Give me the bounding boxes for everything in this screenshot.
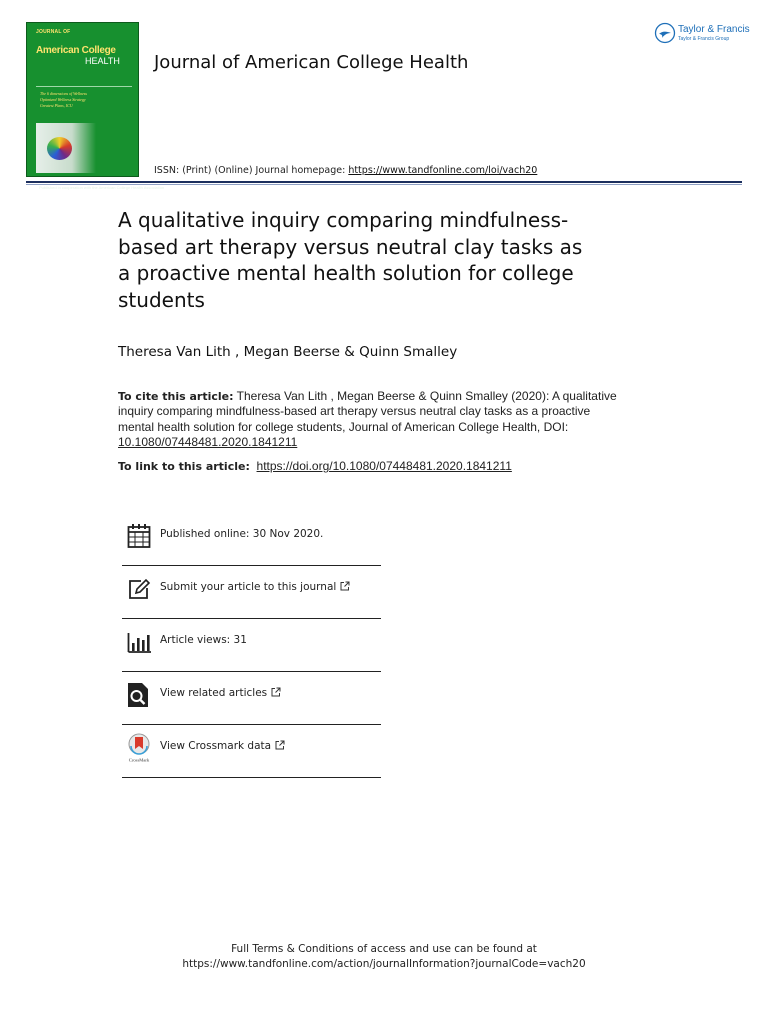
meta-row-views — [122, 619, 381, 672]
publisher-logo[interactable] — [654, 22, 754, 46]
submit-article-link[interactable]: Submit your article to this journal — [160, 581, 350, 593]
journal-homepage-link[interactable]: https://www.tandfonline.com/loi/vach20 — [348, 165, 538, 176]
meta-row-published — [122, 513, 381, 566]
bar-chart-icon — [127, 629, 151, 655]
header-divider-thin — [26, 184, 742, 185]
citation-doi-link[interactable]: 10.1080/07448481.2020.1841211 — [118, 434, 298, 449]
taylor-francis-logo-icon — [654, 22, 676, 44]
published-online-label: Published online: 30 Nov 2020. — [160, 528, 324, 540]
cover-artwork — [36, 123, 96, 173]
cover-title-word: HEALTH — [85, 56, 120, 66]
external-link-icon — [340, 581, 350, 591]
crossmark-icon — [127, 733, 151, 763]
view-crossmark-link[interactable]: View Crossmark data — [160, 740, 285, 752]
article-authors: Theresa Van Lith , Megan Beerse & Quinn Smalley — [118, 344, 458, 360]
view-related-articles-link[interactable]: View related articles — [160, 687, 281, 699]
issn-line: ISSN: (Print) (Online) Journal homepage: https://www.tandfonline.com/loi/vach20 — [154, 165, 538, 176]
cover-bottom-line: Published in cooperation with the American College Health Association — [39, 185, 165, 190]
meta-row-crossmark[interactable] — [122, 725, 381, 778]
article-link-line — [118, 459, 512, 473]
cover-orb-illustration — [47, 137, 72, 160]
article-doi-url-link[interactable]: https://doi.org/10.1080/07448481.2020.1841211 — [256, 459, 512, 473]
terms-line: Full Terms & Conditions of access and use can be found at — [231, 943, 537, 955]
external-link-icon — [271, 687, 281, 697]
journal-title: Journal of American College Health — [154, 52, 469, 73]
cover-feature-lines: The 6 dimensions of Wellness Optimized Wellness Strategy Greatest Plans, ICU — [40, 91, 87, 108]
search-document-icon — [127, 682, 151, 708]
article-meta-list — [122, 513, 381, 778]
crossmark-badge-text: CrossMark — [128, 757, 150, 763]
article-title: A qualitative inquiry comparing mindfulness- based art therapy versus neutral clay tasks as a proactive mental health solution for college students — [118, 208, 583, 312]
cover-label-small: JOURNAL OF — [36, 29, 71, 35]
link-label: To link to this article: — [118, 460, 250, 473]
edit-icon — [127, 576, 151, 602]
article-views-label: Article views: 31 — [160, 634, 247, 646]
calendar-icon — [127, 523, 151, 549]
citation-block: To cite this article: Theresa Van Lith , Megan Beerse & Quinn Smalley (2020): A qualitative inquiry comparing mindfulness-based art therapy versus neutral clay tasks as a proactive mental health solution for college students, Journal of American College Health, DOI: 10.1080/07448481.2020.1841211 — [118, 389, 617, 449]
meta-row-related[interactable] — [122, 672, 381, 725]
meta-row-submit[interactable] — [122, 566, 381, 619]
publisher-name: Taylor & Francis — [678, 24, 750, 35]
terms-url-link[interactable]: https://www.tandfonline.com/action/journalInformation?journalCode=vach20 — [182, 958, 586, 970]
external-link-icon — [275, 740, 285, 750]
cover-divider — [36, 86, 132, 87]
citation-label: To cite this article: — [118, 390, 234, 403]
terms-footer — [0, 942, 768, 972]
journal-cover-image — [26, 22, 165, 190]
header-divider — [26, 181, 742, 183]
publisher-group: Taylor & Francis Group — [678, 36, 730, 42]
cover-title-line: American College — [36, 45, 116, 56]
